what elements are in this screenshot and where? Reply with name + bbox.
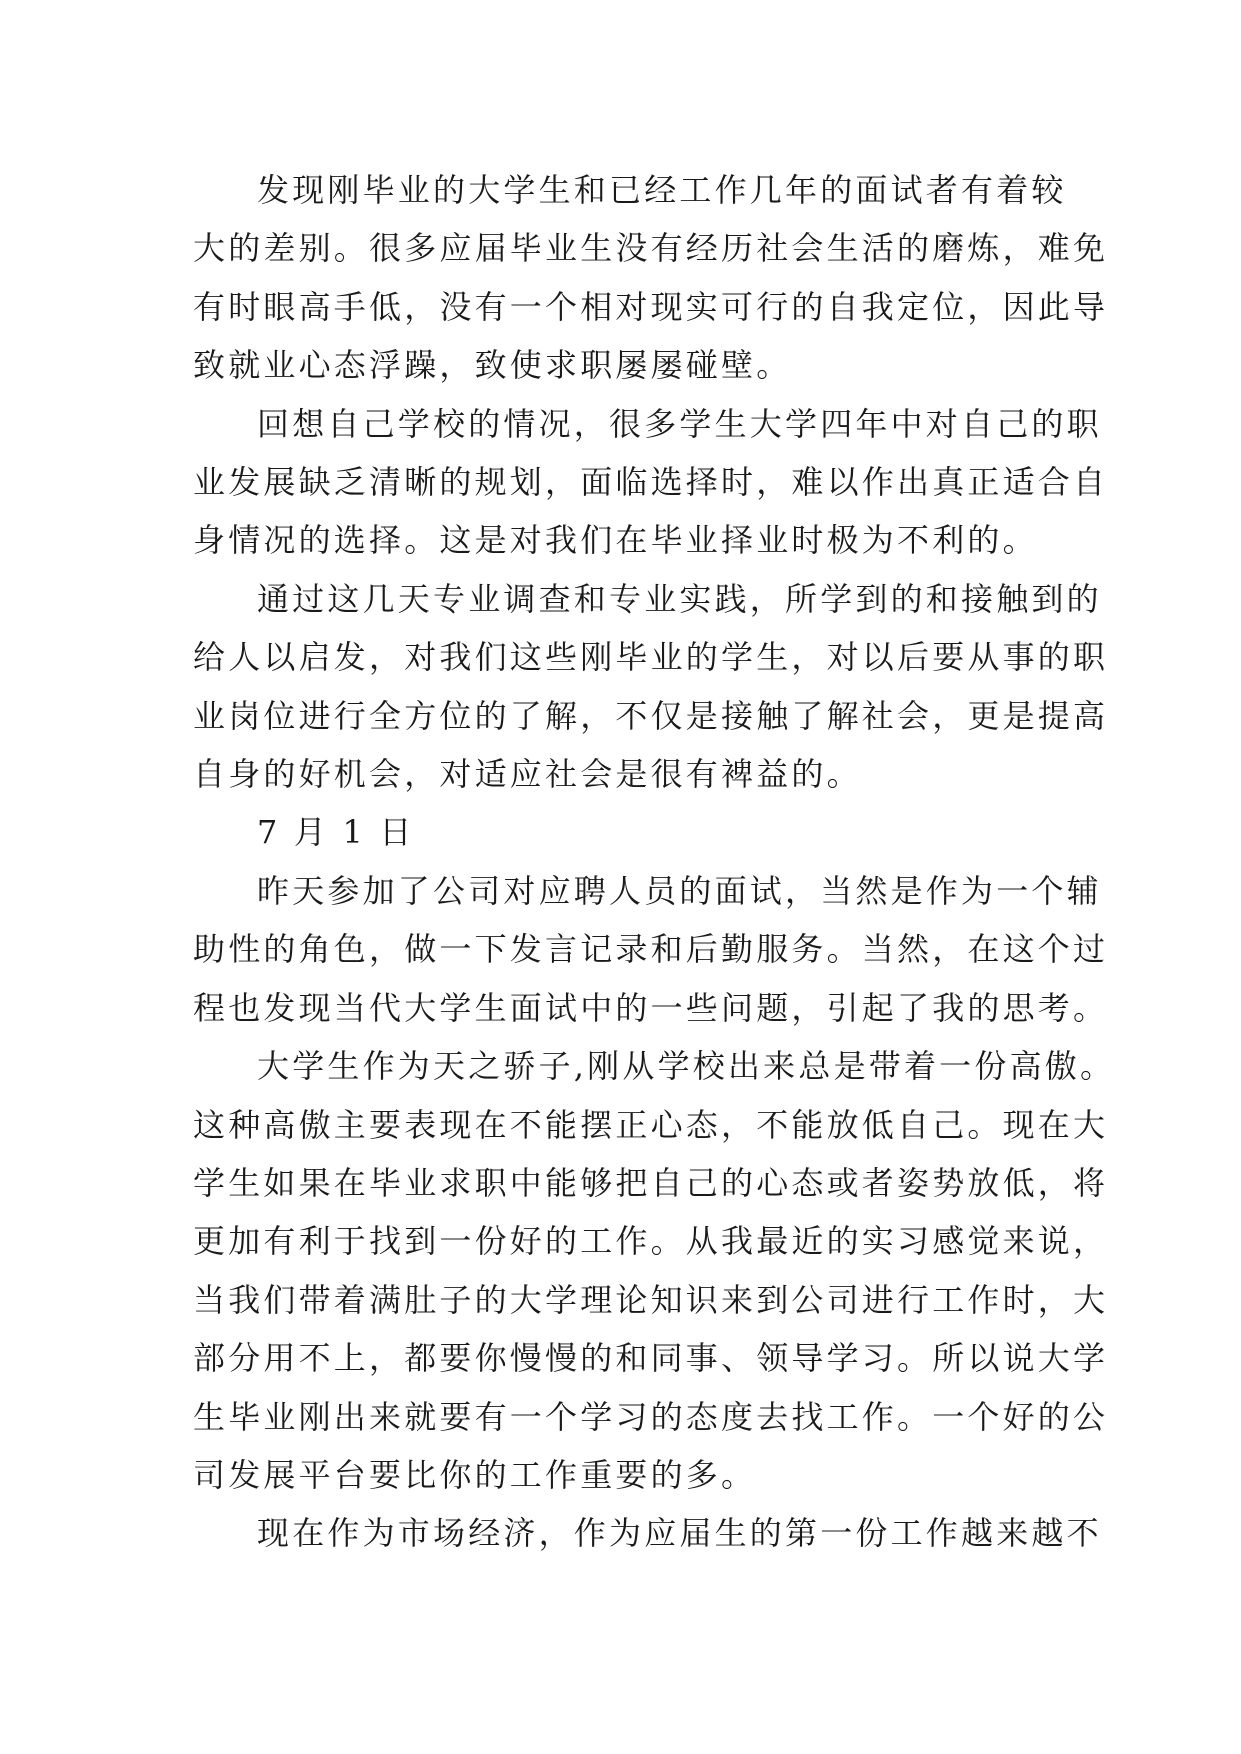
text-line: 身情况的选择。这是对我们在毕业择业时极为不利的。 — [193, 521, 1038, 560]
text-line: 生毕业刚出来就要有一个学习的态度去找工作。一个好的公 — [193, 1397, 1109, 1436]
text-line: 司发展平台要比你的工作重要的多。 — [193, 1455, 757, 1494]
paragraph — [193, 862, 1109, 1037]
text-line: 助性的角色，做一下发言记录和后勤服务。当然，在这个过 — [193, 930, 1109, 969]
text-line: 业发展缺乏清晰的规划，面临选择时，难以作出真正适合自 — [193, 463, 1109, 502]
text-line: 程也发现当代大学生面试中的一些问题，引起了我的思考。 — [193, 988, 1109, 1027]
text-line: 7 月 1 日 — [257, 813, 415, 852]
text-line: 业岗位进行全方位的了解，不仅是接触了解社会，更是提高 — [193, 696, 1109, 735]
text-line: 部分用不上，都要你慢慢的和同事、领导学习。所以说大学 — [193, 1339, 1109, 1378]
text-line: 有时眼高手低，没有一个相对现实可行的自我定位，因此导 — [193, 287, 1109, 326]
paragraph — [193, 570, 1109, 804]
text-line: 更加有利于找到一份好的工作。从我最近的实习感觉来说， — [193, 1222, 1109, 1261]
paragraph — [193, 1504, 1102, 1562]
text-line: 大的差别。很多应届毕业生没有经历社会生活的磨炼，难免 — [193, 229, 1109, 268]
text-line: 通过这几天专业调查和专业实践，所学到的和接触到的 — [257, 579, 1102, 618]
paragraph — [193, 161, 1109, 395]
date-heading — [193, 803, 1053, 861]
text-line: 学生如果在毕业求职中能够把自己的心态或者姿势放低，将 — [193, 1163, 1109, 1202]
text-line: 现在作为市场经济，作为应届生的第一份工作越来越不 — [257, 1514, 1102, 1553]
text-line: 给人以启发，对我们这些刚毕业的学生，对以后要从事的职 — [193, 638, 1109, 677]
text-line: 发现刚毕业的大学生和已经工作几年的面试者有着较 — [257, 171, 1067, 209]
text-line: 致就业心态浮躁，致使求职屡屡碰壁。 — [193, 346, 792, 385]
text-line: 自身的好机会，对适应社会是很有裨益的。 — [193, 755, 862, 794]
paragraph — [193, 395, 1109, 570]
paragraph — [193, 1037, 1116, 1504]
text-line: 当我们带着满肚子的大学理论知识来到公司进行工作时，大 — [193, 1280, 1109, 1319]
text-line: 回想自己学校的情况，很多学生大学四年中对自己的职 — [257, 404, 1102, 443]
text-line: 大学生作为天之骄子,刚从学校出来总是带着一份高傲。 — [257, 1047, 1116, 1086]
text-line: 昨天参加了公司对应聘人员的面试，当然是作为一个辅 — [257, 871, 1102, 910]
document-body — [193, 161, 1116, 1563]
text-line: 这种高傲主要表现在不能摆正心态，不能放低自己。现在大 — [193, 1105, 1109, 1144]
